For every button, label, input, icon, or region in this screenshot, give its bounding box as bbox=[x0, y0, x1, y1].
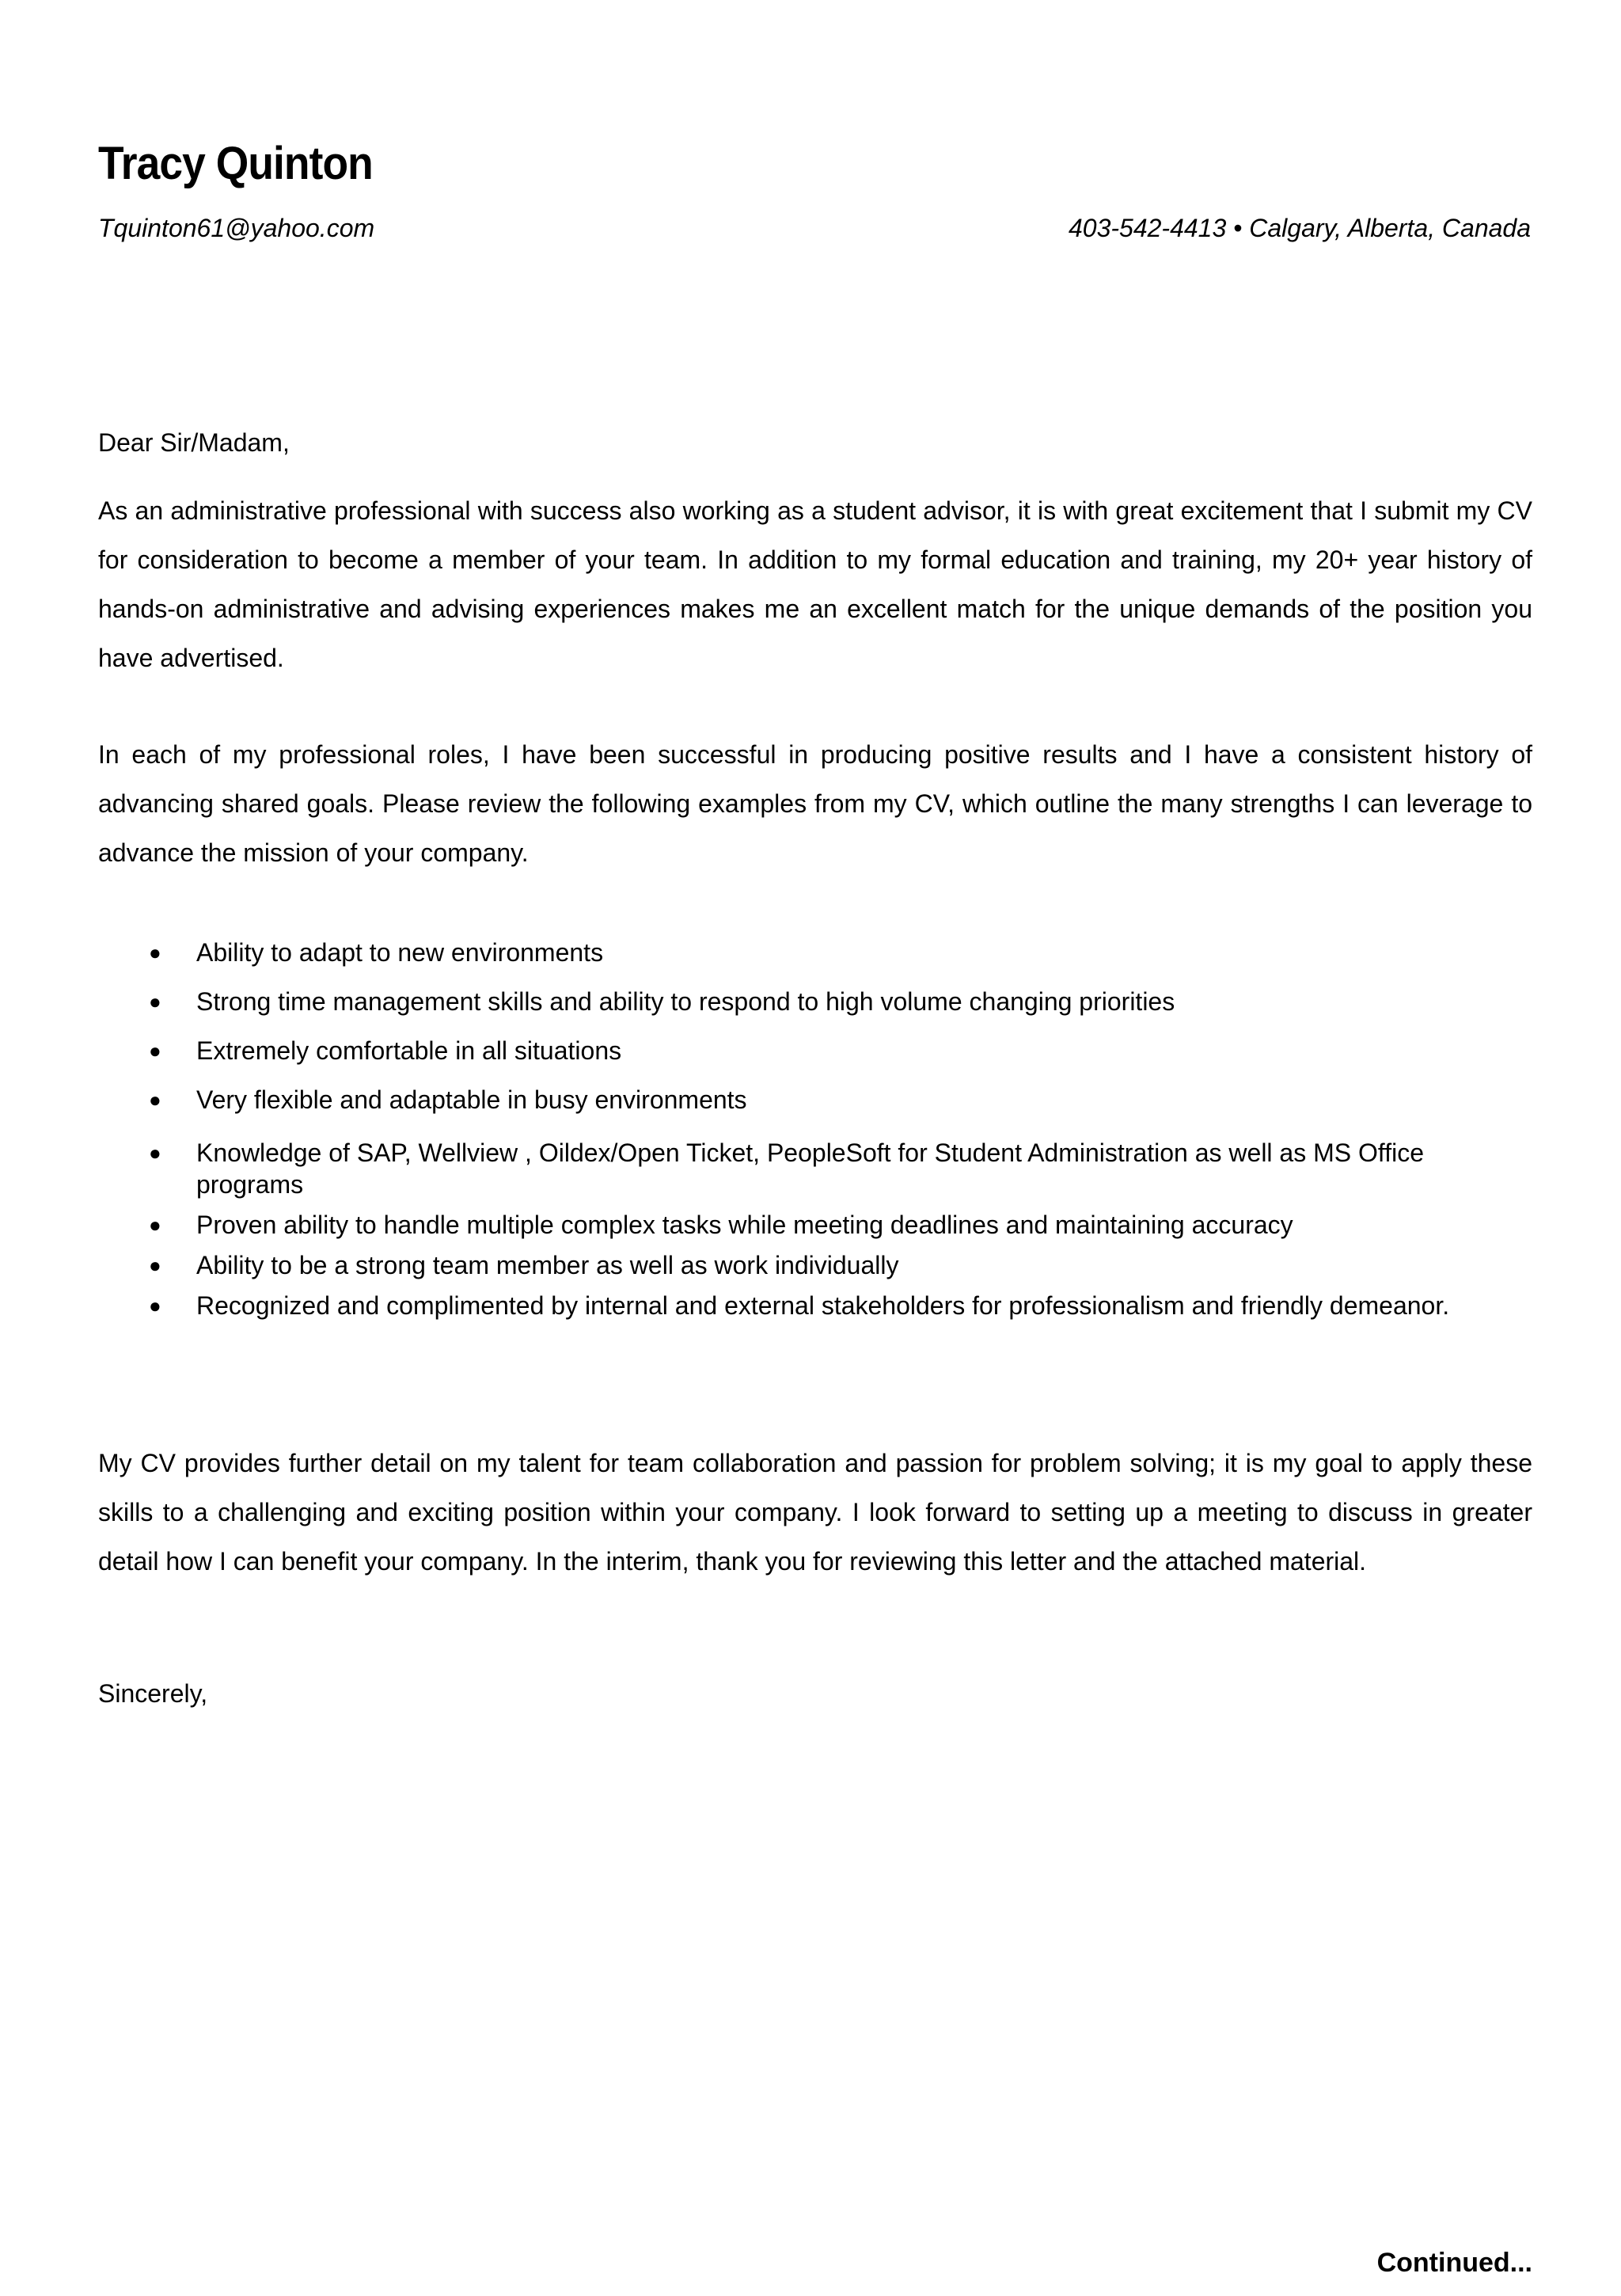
bullet-icon: ● bbox=[149, 1253, 161, 1277]
list-item: ● Knowledge of SAP, Wellview , Oildex/Open Ticket, PeopleSoft for Student Administration as well as MS Office programs bbox=[149, 1138, 1424, 1199]
paragraph-closing: My CV provides further detail on my talent for team collaboration and passion for problem solving; it is my goal to apply these skills to a challenging and exciting position within your company. I look forward to setting up a meeting to discuss in greater detail how I can benefit your company. In the interim, thank you for reviewing this letter and the attached material. bbox=[98, 1449, 1532, 1576]
list-item: ● Strong time management skills and ability to respond to high volume changing priorities bbox=[98, 977, 1532, 1026]
paragraph-roles: In each of my professional roles, I have been successful in producing positive results and I have a consistent history of advancing shared goals. Please review the following examples from my CV, which outline the many strengths I can leverage to advance the mission of your company. bbox=[98, 740, 1532, 867]
list-item: ● Very flexible and adaptable in busy environments bbox=[98, 1075, 1532, 1124]
list-item: ● Proven ability to handle multiple complex tasks while meeting deadlines and maintaining accuracy bbox=[149, 1211, 1293, 1239]
bullet-icon: ● bbox=[149, 1294, 161, 1317]
bullet-icon: ● bbox=[149, 1039, 161, 1062]
email-address: Tquinton61@yahoo.com bbox=[98, 214, 375, 242]
bullet-icon: ● bbox=[149, 1213, 161, 1237]
list-item: ● Ability to be a strong team member as well as work individually bbox=[149, 1251, 899, 1279]
list-item: ● Ability to adapt to new environments bbox=[98, 928, 1532, 977]
phone-location: 403-542-4413 • Calgary, Alberta, Canada bbox=[1068, 214, 1531, 242]
strengths-list-1 bbox=[98, 928, 1532, 1124]
salutation: Dear Sir/Madam, bbox=[98, 428, 290, 457]
list-item: ● Extremely comfortable in all situations bbox=[98, 1026, 1532, 1075]
list-item: ● Recognized and complimented by internal and external stakeholders for professionalism and friendly demeanor. bbox=[149, 1291, 1450, 1320]
bullet-icon: ● bbox=[149, 941, 161, 964]
paragraph-intro: As an administrative professional with success also working as a student advisor, it is with great excitement that I submit my CV for consideration to become a member of your team. In addition to my formal education and training, my 20+ year history of hands-on administrative and advising experiences makes me an excellent match for the unique demands of the position you have advertised. bbox=[98, 496, 1532, 672]
strengths-list-2 bbox=[98, 1137, 1532, 1330]
bullet-icon: ● bbox=[149, 1141, 161, 1165]
bullet-icon: ● bbox=[149, 1088, 161, 1112]
continued-note: Continued... bbox=[1376, 2248, 1532, 2278]
sign-off: Sincerely, bbox=[98, 1679, 208, 1708]
applicant-name: Tracy Quinton bbox=[98, 138, 373, 189]
bullet-icon: ● bbox=[149, 990, 161, 1013]
